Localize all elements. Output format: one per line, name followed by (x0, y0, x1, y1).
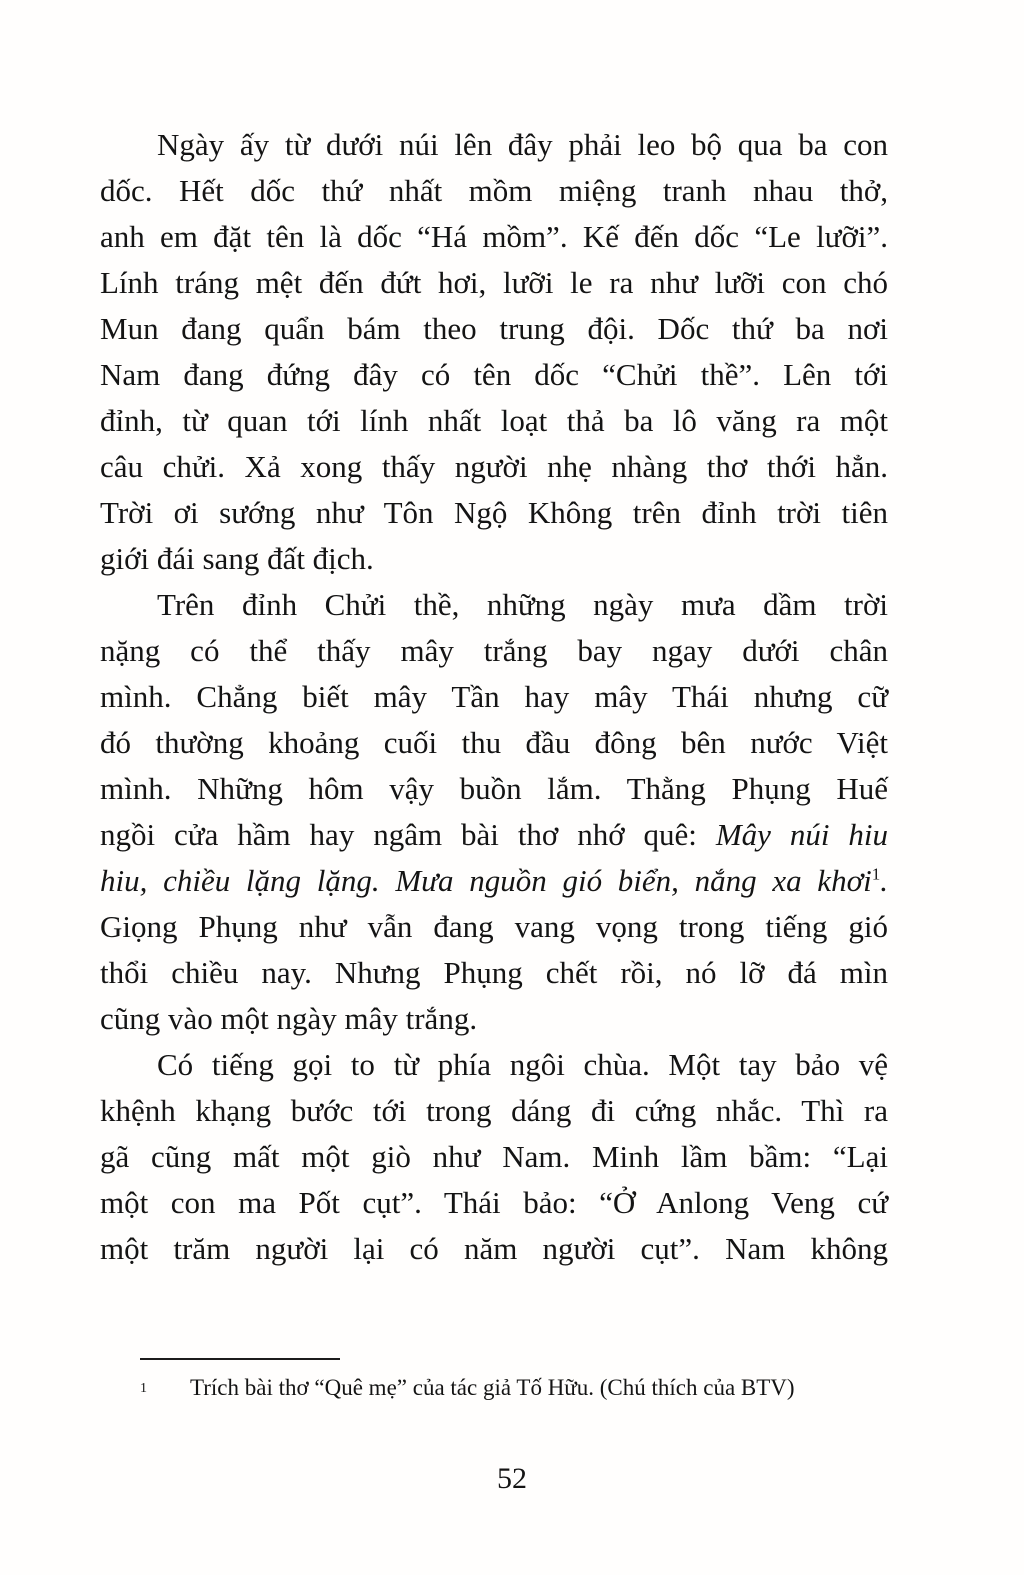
text-line (100, 950, 888, 996)
text-segment: cũng vào một ngày mây trắng. (100, 1001, 478, 1036)
text-segment: Trời ơi sướng như Tôn Ngộ Không trên đỉnh trời tiên (100, 495, 888, 530)
text-segment: một con ma Pốt cụt”. Thái bảo: “Ở Anlong Veng cứ (100, 1185, 888, 1220)
text-line (100, 1180, 888, 1226)
text-segment: Mây núi hiu (715, 817, 888, 852)
text-segment: mình. Những hôm vậy buồn lắm. Thằng Phụng Huế (100, 771, 888, 806)
text-line (100, 582, 888, 628)
text-segment: giới đái sang đất địch. (100, 541, 374, 576)
footnote-divider (140, 1358, 340, 1360)
page-number: 52 (497, 1462, 527, 1495)
text-line (100, 352, 888, 398)
text-line (100, 1134, 888, 1180)
text-line (100, 490, 888, 536)
text-segment: Ngày ấy từ dưới núi lên đây phải leo bộ qua ba con (157, 127, 888, 162)
text-segment: khệnh khạng bước tới trong dáng đi cứng nhắc. Thì ra (100, 1093, 888, 1128)
text-segment: anh em đặt tên là dốc “Há mồm”. Kế đến dốc “Le lưỡi”. (100, 219, 888, 254)
text-segment: dốc. Hết dốc thứ nhất mồm miệng tranh nhau thở, (100, 173, 888, 208)
footnote-reference: 1 (871, 864, 881, 884)
text-line (100, 996, 888, 1042)
text-segment: hiu, chiều lặng lặng. Mưa nguồn gió biển, nắng xa khơi (100, 863, 872, 898)
paragraph (100, 122, 888, 582)
text-segment: Trên đỉnh Chửi thề, những ngày mưa dầm trời (157, 587, 888, 622)
text-line (100, 858, 888, 904)
text-segment: Nam đang đứng đây có tên dốc “Chửi thề”. Lên tới (100, 357, 888, 392)
text-line (100, 122, 888, 168)
footnote-marker: 1 (140, 1381, 147, 1396)
text-line (100, 904, 888, 950)
text-line (100, 260, 888, 306)
text-line (100, 812, 888, 858)
text-segment: gã cũng mất một giò như Nam. Minh lầm bầm: “Lại (100, 1139, 888, 1174)
text-segment: nặng có thể thấy mây trắng bay ngay dưới chân (100, 633, 888, 668)
text-line (100, 444, 888, 490)
text-line (100, 1042, 888, 1088)
text-line (100, 674, 888, 720)
text-line (100, 766, 888, 812)
text-line (100, 1088, 888, 1134)
text-segment: thổi chiều nay. Nhưng Phụng chết rồi, nó lỡ đá mìn (100, 955, 888, 990)
text-line (100, 214, 888, 260)
text-segment: Có tiếng gọi to từ phía ngôi chùa. Một tay bảo vệ (157, 1047, 888, 1082)
text-line (100, 306, 888, 352)
paragraph (100, 1042, 888, 1272)
text-segment: đó thường khoảng cuối thu đầu đông bên nước Việt (100, 725, 888, 760)
text-line (100, 1226, 888, 1272)
text-segment: đỉnh, từ quan tới lính nhất loạt thả ba lô văng ra một (100, 403, 888, 438)
text-segment: Giọng Phụng như vẫn đang vang vọng trong tiếng gió (100, 909, 888, 944)
footnote-text: Trích bài thơ “Quê mẹ” của tác giả Tố Hữu. (Chú thích của BTV) (190, 1375, 795, 1400)
text-segment: ngồi cửa hầm hay ngâm bài thơ nhớ quê: (100, 817, 716, 852)
body-text (100, 122, 888, 1272)
text-line (100, 398, 888, 444)
text-segment: . (880, 863, 888, 898)
text-segment: một trăm người lại có năm người cụt”. Nam không (100, 1231, 888, 1266)
text-line (100, 720, 888, 766)
text-segment: Lính tráng mệt đến đứt hơi, lưỡi le ra như lưỡi con chó (100, 265, 888, 300)
text-line (100, 628, 888, 674)
text-segment: câu chửi. Xả xong thấy người nhẹ nhàng thơ thới hẳn. (100, 449, 888, 484)
text-segment: Mun đang quẩn bám theo trung đội. Dốc thứ ba nơi (100, 311, 888, 346)
footnote (100, 1372, 888, 1404)
text-segment: mình. Chẳng biết mây Tần hay mây Thái nhưng cữ (100, 679, 888, 714)
text-line (100, 536, 888, 582)
paragraph (100, 582, 888, 1042)
text-line (100, 168, 888, 214)
